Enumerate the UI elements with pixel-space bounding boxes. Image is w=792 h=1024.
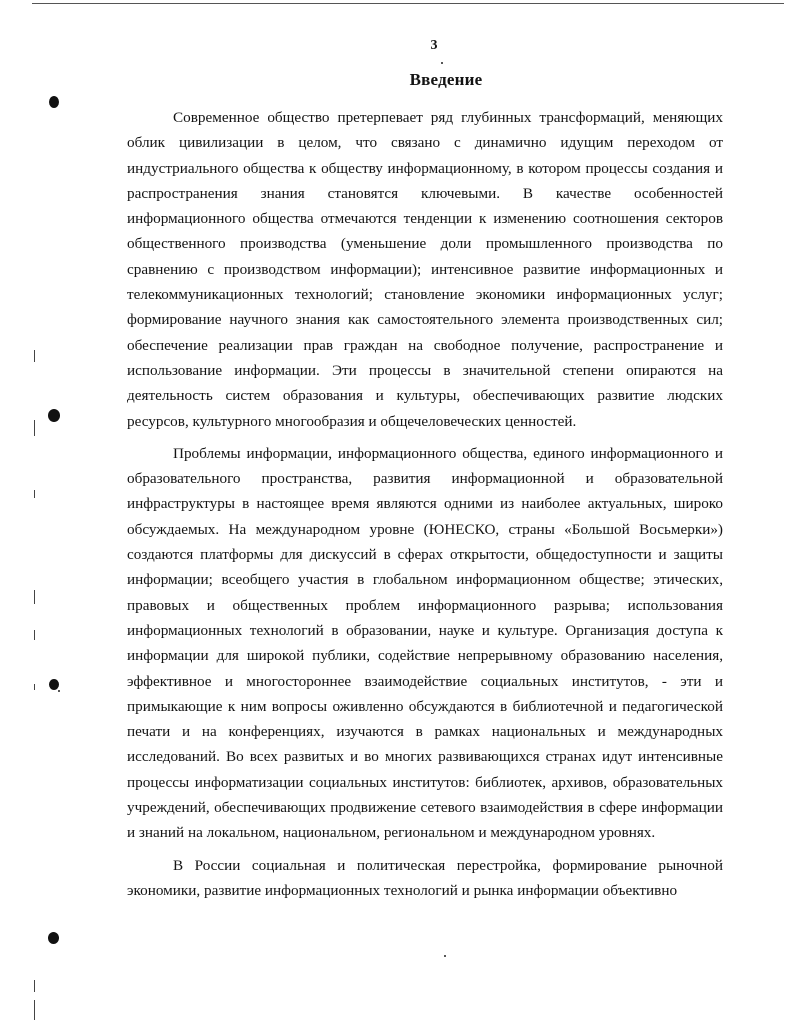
binder-hole-mark bbox=[49, 679, 59, 690]
scan-margin-tick bbox=[34, 1000, 35, 1020]
binder-hole-mark bbox=[48, 409, 60, 422]
binder-hole-mark bbox=[48, 932, 59, 944]
body-text bbox=[127, 105, 723, 903]
page-title: Введение bbox=[409, 70, 483, 89]
paragraph-1: Современное общество претерпевает ряд глубинных трансформаций, меняющих облик цивилизации в целом, что связано с динамично идущим переходом от индустриального общества к обществу информационному, в котором процессы создания и распространения знания становятся ключевыми. В качестве особенностей информационного общества отмечаются тенденции к изменению соотношения секторов общественного производства (уменьшение доли промышленного производства по сравнению с производством информации); интенсивное развитие информационных и телекоммуникационных технологий; становление экономики информационных услуг; формирование научного знания как самостоятельного элемента производственных сил; обеспечение реализации прав граждан на свободное получение, распространение и использование информации. Эти процессы в значительной степени опираются на деятельность систем образования и культуры, обеспечивающих развитие людских ресурсов, культурного многообразия и общечеловеческих ценностей. bbox=[127, 109, 723, 430]
scan-margin-tick bbox=[34, 630, 35, 640]
scan-margin-tick bbox=[34, 420, 35, 436]
scan-margin-tick bbox=[34, 684, 35, 690]
scan-margin-tick bbox=[34, 980, 35, 992]
paragraph-3: В России социальная и политическая перестройка, формирование рыночной экономики, развитие информационных технологий и рынка информации объективно bbox=[127, 856, 723, 899]
scan-margin-tick bbox=[34, 590, 35, 604]
binder-hole-mark bbox=[49, 96, 59, 108]
paragraph-2: Проблемы информации, информационного общества, единого информационного и образовательного пространства, развития информационной и образовательной инфраструктуры в настоящее время являются одними из наиболее актуальных, широко обсуждаемых. На международном уровне (ЮНЕСКО, страны «Большой Восьмерки») создаются платформы для дискуссий в сферах открытости, общедоступности и защиты информации; всеобщего участия в глобальном информационном обществе; этических, правовых и общественных проблем информационного разрыва; использования информационных технологий в образовании, науке и культуре. Организация доступа к информации для широкой публики, содействие непрерывному образованию населения, эффективное и многостороннее взаимодействие социальных институтов, - эти и примыкающие к ним вопросы оживленно обсуждаются в библиотечной и педагогической печати и на конференциях, изучаются в рамках национальных и международных исследований. Во всех развитых и во многих развивающихся странах идут интенсивные процессы информатизации социальных институтов: библиотек, архивов, образовательных учреждений, обеспечивающих продвижение сетевого взаимодействия в сфере информации и знаний на локальном, национальном, региональном и международном уровнях. bbox=[127, 444, 723, 842]
scan-top-border bbox=[32, 3, 784, 4]
scan-speck bbox=[441, 62, 443, 64]
scan-speck bbox=[58, 690, 60, 692]
scan-speck bbox=[444, 955, 446, 957]
scan-margin-tick bbox=[34, 350, 35, 362]
page-number: 3 bbox=[430, 38, 438, 53]
scan-margin-tick bbox=[34, 490, 35, 498]
